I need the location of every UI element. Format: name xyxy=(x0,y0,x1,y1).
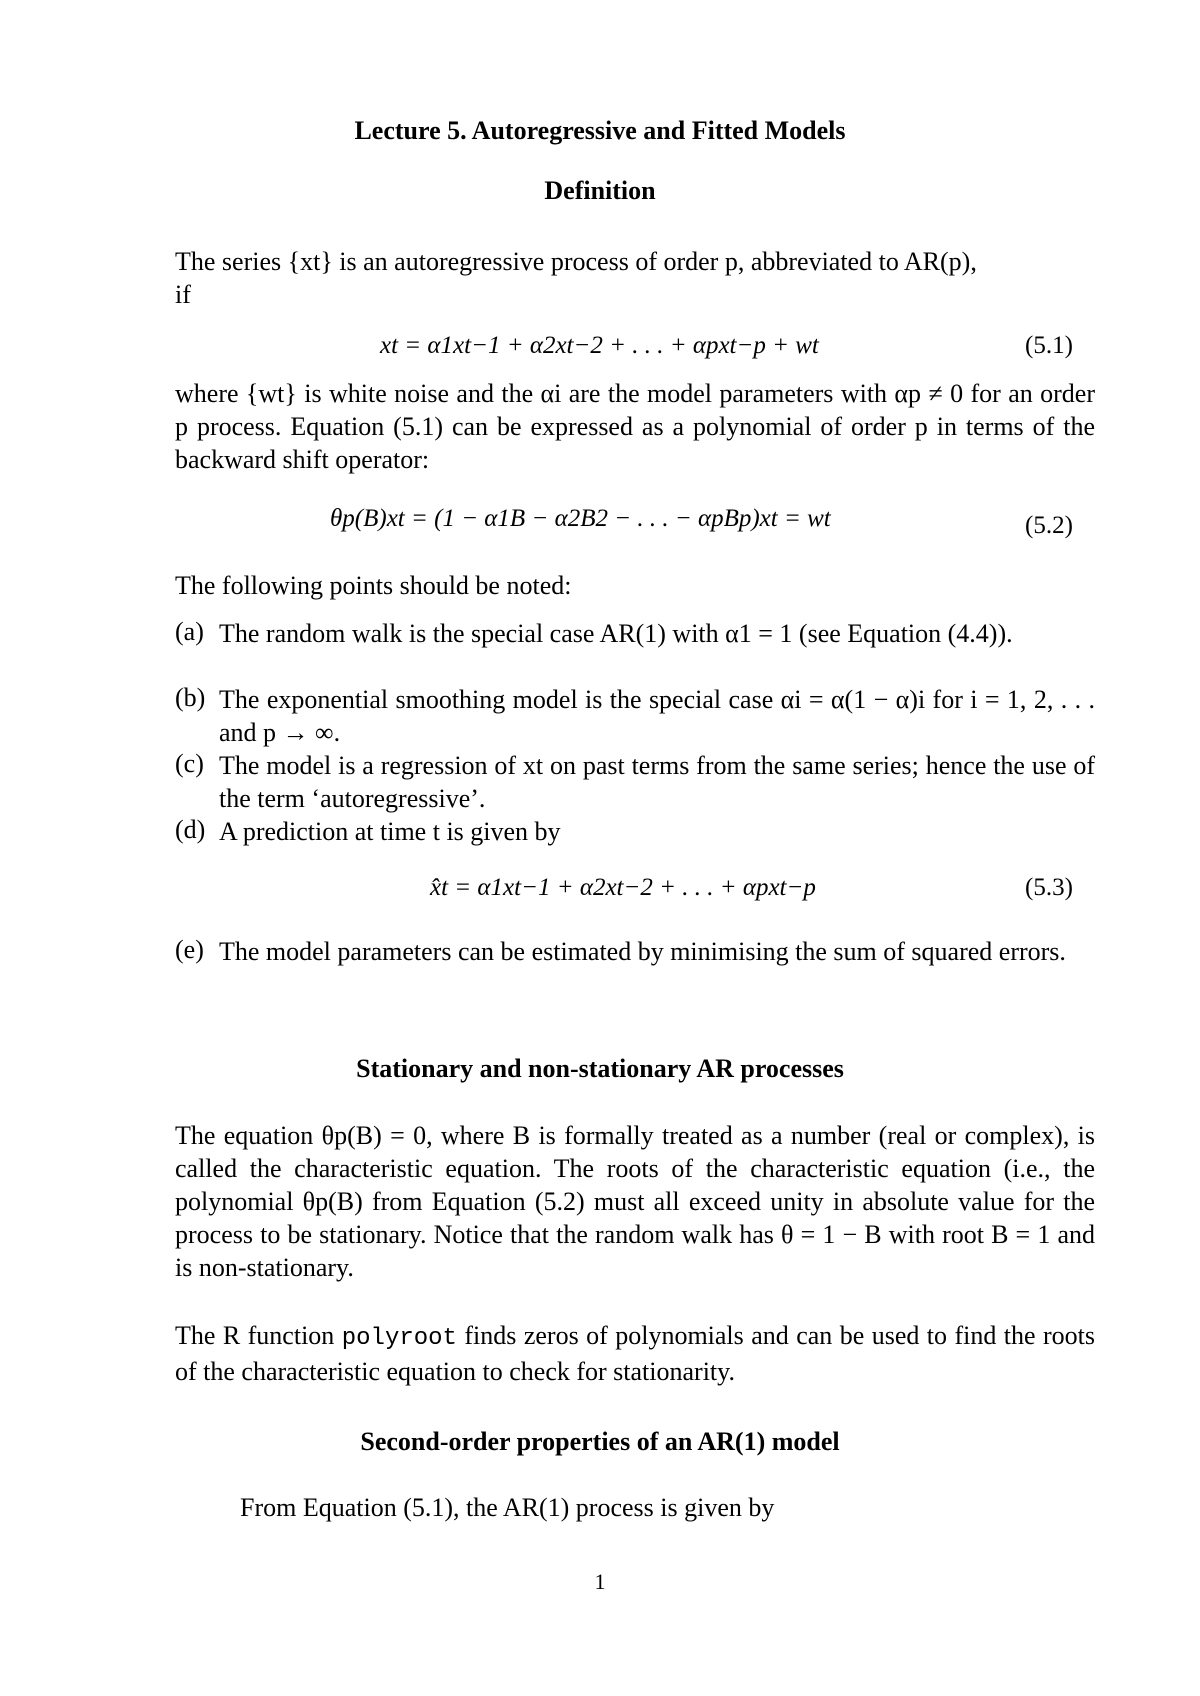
polyroot-paragraph xyxy=(175,1319,1095,1388)
definition-line-1: The series {xt} is an autoregressive process of order p, abbreviated to AR(p), xyxy=(175,247,977,276)
points-intro: The following points should be noted: xyxy=(175,571,572,600)
section-heading-stationary: Stationary and non-stationary AR processes xyxy=(356,1054,844,1083)
section-heading-second-order: Second-order properties of an AR(1) model xyxy=(360,1427,840,1456)
definition-line-2: if xyxy=(175,280,191,309)
list-item xyxy=(175,935,1095,1005)
equation-5-3: x̂t = α1xt−1 + α2xt−2 + . . . + αpxt−p xyxy=(430,874,816,901)
list-item-label: (d) xyxy=(175,815,206,844)
points-list xyxy=(175,617,1095,848)
equation-number-5-2: (5.2) xyxy=(1025,512,1073,539)
stationarity-paragraph: The equation θp(B) = 0, where B is formally treated as a number (real or complex), is called the characteristic equation. The roots of the characteristic equation (i.e., the polynomial θp(B) from Equation (5.2) must all exceed unity in absolute value for the process to be stationary. Notice that the random walk has θ = 1 − B with root B = 1 and is non-stationary. xyxy=(175,1121,1095,1282)
list-item-text: The model parameters can be estimated by minimising the sum of squared errors. xyxy=(219,937,1066,966)
list-item xyxy=(175,617,1095,683)
list-item-text: The exponential smoothing model is the special case αi = α(1 − α)i for i = 1, 2, . . . and p → ∞. xyxy=(219,685,1095,747)
list-item-text: The model is a regression of xt on past terms from the same series; hence the use of the term ‘autoregressive’. xyxy=(219,751,1095,813)
list-item xyxy=(175,749,1095,815)
section-heading-definition: Definition xyxy=(544,176,656,205)
equation-5-2: θp(B)xt = (1 − α1B − α2B2 − . . . − αpBp)xt = wt xyxy=(330,505,831,532)
list-item-text: A prediction at time t is given by xyxy=(219,817,561,846)
equation-5-1: xt = α1xt−1 + α2xt−2 + . . . + αpxt−p + wt xyxy=(380,332,819,359)
list-item-text: The random walk is the special case AR(1) with α1 = 1 (see Equation (4.4)). xyxy=(219,619,1013,648)
definition-paragraph xyxy=(175,245,1095,311)
equation-number-5-3: (5.3) xyxy=(1025,874,1073,901)
list-item xyxy=(175,815,1095,848)
list-item xyxy=(175,683,1095,749)
polyroot-text-end: finds zeros of polynomials and can be used to find the roots of the characteristic equation to check for stationarity. xyxy=(175,1321,1095,1386)
equation-number-5-1: (5.1) xyxy=(1025,332,1073,359)
list-item-label: (a) xyxy=(175,617,204,646)
parameters-paragraph: where {wt} is white noise and the αi are the model parameters with αp ≠ 0 for an order p process. Equation (5.1) can be expressed as a polynomial of order p in terms of the backward shift operator: xyxy=(175,379,1095,474)
list-item-label: (b) xyxy=(175,683,206,712)
list-item-label: (c) xyxy=(175,749,204,778)
page-title: Lecture 5. Autoregressive and Fitted Models xyxy=(354,116,846,145)
polyroot-code: polyroot xyxy=(341,1325,457,1352)
page-number: 1 xyxy=(594,1569,606,1594)
list-item-label: (e) xyxy=(175,935,204,964)
polyroot-text-start: The R function xyxy=(175,1321,342,1350)
ar1-intro: From Equation (5.1), the AR(1) process is given by xyxy=(240,1493,775,1522)
